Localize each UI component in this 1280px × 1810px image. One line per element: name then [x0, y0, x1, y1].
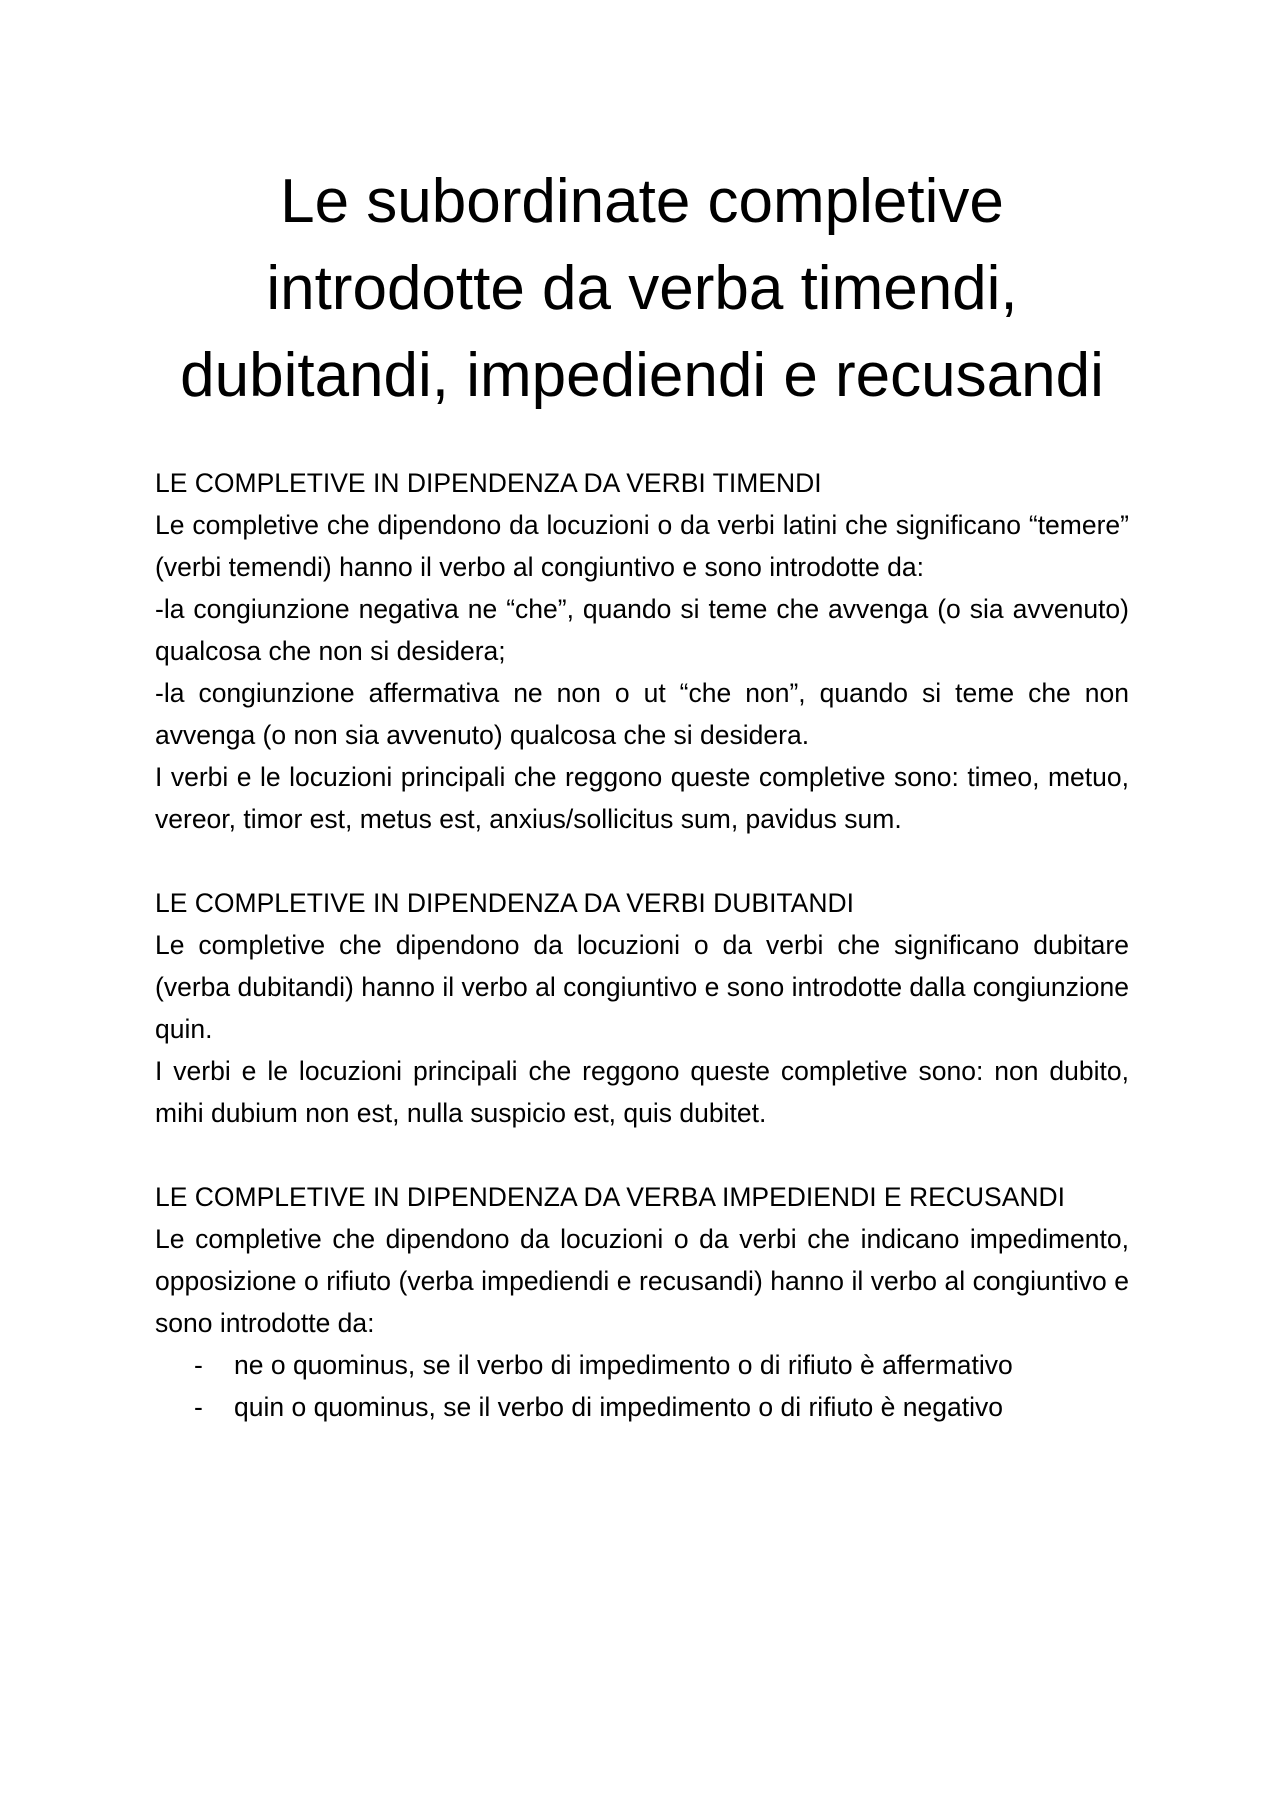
section-heading: LE COMPLETIVE IN DIPENDENZA DA VERBA IMPEDIENDI E RECUSANDI — [155, 1182, 1066, 1212]
paragraph-spacer — [155, 840, 1129, 882]
paragraph: -la congiunzione affermativa ne non o ut “che non”, quando si teme che non avvenga (o non sia avvenuto) qualcosa che si desidera. — [155, 678, 1129, 750]
paragraph: Le completive che dipendono da locuzioni o da verbi latini che significano “temere” (verbi temendi) hanno il verbo al congiuntivo e sono introdotte da: — [155, 510, 1129, 582]
paragraph: I verbi e le locuzioni principali che reggono queste completive sono: non dubito, mihi dubium non est, nulla suspicio est, quis dubitet. — [155, 1056, 1129, 1128]
list-item — [155, 1344, 1129, 1386]
title-line-1: Le subordinate completive — [280, 167, 1004, 236]
list-dash: - — [194, 1392, 203, 1422]
section-heading: LE COMPLETIVE IN DIPENDENZA DA VERBI TIMENDI — [155, 468, 822, 498]
paragraph: Le completive che dipendono da locuzioni o da verbi che significano dubitare (verba dubitandi) hanno il verbo al congiuntivo e sono introdotte dalla congiunzione quin. — [155, 930, 1129, 1044]
section-verba-impediendi — [155, 1176, 1129, 1428]
paragraph: I verbi e le locuzioni principali che reggono queste completive sono: timeo, metuo, vereor, timor est, metus est, anxius/sollicitus sum, pavidus sum. — [155, 762, 1129, 834]
title-line-3: dubitandi, impediendi e recusandi — [180, 341, 1104, 410]
section-verbi-timendi — [155, 462, 1129, 840]
dash-list — [155, 1344, 1129, 1428]
list-dash: - — [194, 1350, 203, 1380]
section-verbi-dubitandi — [155, 882, 1129, 1134]
list-item-text: ne o quominus, se il verbo di impedimento o di rifiuto è affermativo — [234, 1350, 1013, 1380]
document-title — [155, 158, 1129, 419]
list-item-text: quin o quominus, se il verbo di impedimento o di rifiuto è negativo — [234, 1392, 1003, 1422]
document-body — [155, 462, 1129, 1428]
title-line-2: introdotte da verba timendi, — [266, 254, 1018, 323]
paragraph: Le completive che dipendono da locuzioni o da verbi che indicano impedimento, opposizione o rifiuto (verba impediendi e recusandi) hanno il verbo al congiuntivo e sono introdotte da: — [155, 1224, 1129, 1338]
list-item — [155, 1386, 1129, 1428]
paragraph: -la congiunzione negativa ne “che”, quando si teme che avvenga (o sia avvenuto) qualcosa che non si desidera; — [155, 594, 1129, 666]
section-heading: LE COMPLETIVE IN DIPENDENZA DA VERBI DUBITANDI — [155, 888, 854, 918]
paragraph-spacer — [155, 1134, 1129, 1176]
